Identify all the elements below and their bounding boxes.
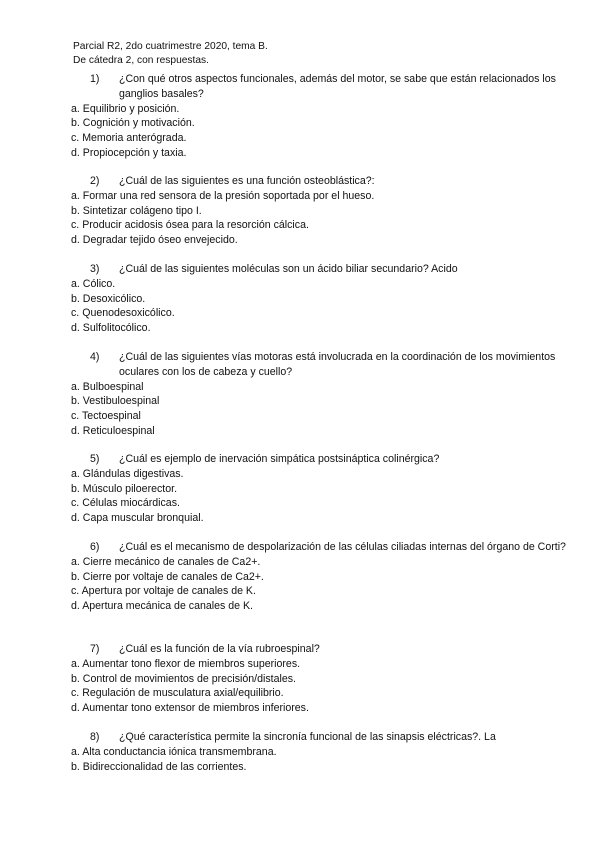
option-letter: c. — [71, 687, 80, 700]
document-header — [73, 40, 268, 67]
option-letter: a. — [71, 189, 80, 202]
option-letter: b. — [71, 117, 80, 130]
answer-option — [71, 380, 591, 395]
option-text: Cólico. — [82, 277, 116, 290]
option-letter: b. — [71, 570, 80, 583]
option-text: Cognición y motivación. — [82, 117, 195, 130]
question-text — [71, 174, 591, 189]
option-letter: d. — [71, 322, 80, 335]
answer-option — [71, 131, 591, 146]
answer-option — [71, 116, 591, 131]
question-4 — [71, 350, 591, 439]
answer-option — [71, 467, 591, 482]
option-text: Propiocepción y taxia. — [82, 146, 187, 159]
answer-option — [71, 584, 591, 599]
option-text: Control de movimientos de precisión/distales. — [82, 672, 296, 685]
question-text — [71, 350, 591, 380]
question-number: 4) — [90, 351, 100, 363]
answer-option — [71, 218, 591, 233]
question-text — [71, 452, 591, 467]
option-text: Células miocárdicas. — [82, 497, 180, 510]
question-stem: ¿Cuál es la función de la vía rubroespinal? — [119, 643, 320, 655]
option-text: Sulfolitocólico. — [82, 322, 151, 335]
answer-option — [71, 686, 591, 701]
answer-option — [71, 409, 591, 424]
option-letter: a. — [71, 657, 80, 670]
option-letter: d. — [71, 424, 80, 437]
answer-option — [71, 306, 591, 321]
option-letter: a. — [71, 380, 80, 393]
answer-option — [71, 394, 591, 409]
question-number: 3) — [90, 263, 100, 275]
question-3 — [71, 262, 591, 336]
option-text: Producir acidosis ósea para la resorción cálcica. — [82, 219, 309, 232]
question-stem: ¿Cuál de las siguientes es una función osteoblástica?: — [119, 175, 375, 187]
option-letter: d. — [71, 512, 80, 525]
option-letter: d. — [71, 146, 80, 159]
answer-option — [71, 277, 591, 292]
question-text — [71, 72, 591, 102]
option-letter: b. — [71, 204, 80, 217]
question-number: 6) — [90, 541, 100, 553]
question-2 — [71, 174, 591, 248]
answer-option — [71, 511, 591, 526]
question-stem: ¿Cuál de las siguientes vías motoras está involucrada en la coordinación de los movimientos oculares con los de cabeza y cuello? — [119, 351, 556, 378]
question-number: 1) — [90, 73, 100, 85]
question-8 — [71, 730, 591, 774]
option-text: Vestibuloespinal — [82, 395, 160, 408]
question-1 — [71, 72, 591, 161]
option-text: Equilibrio y posición. — [82, 102, 180, 115]
answer-option — [71, 233, 591, 248]
answer-option — [71, 321, 591, 336]
answer-option — [71, 555, 591, 570]
option-letter: a. — [71, 102, 80, 115]
option-text: Tectoespinal — [82, 410, 141, 423]
answer-option — [71, 146, 591, 161]
question-stem: ¿Con qué otros aspectos funcionales, además del motor, se sabe que están relacionados los ganglios basales? — [119, 73, 556, 100]
answer-option — [71, 292, 591, 307]
header-title: Parcial R2, 2do cuatrimestre 2020, tema B. — [73, 41, 268, 52]
option-text: Bidireccionalidad de las corrientes. — [82, 760, 247, 773]
question-7 — [71, 642, 591, 716]
option-text: Regulación de musculatura axial/equilibrio. — [82, 687, 284, 700]
question-stem: ¿Qué característica permite la sincronía funcional de las sinapsis eléctricas?. La — [119, 731, 496, 743]
option-text: Degradar tejido óseo envejecido. — [82, 234, 238, 247]
option-text: Sintetizar colágeno tipo I. — [82, 204, 202, 217]
option-letter: a. — [71, 467, 80, 480]
option-text: Cierre mecánico de canales de Ca2+. — [82, 555, 261, 568]
option-text: Reticuloespinal — [82, 424, 155, 437]
option-letter: d. — [71, 234, 80, 247]
option-text: Memoria anterógrada. — [82, 132, 187, 145]
option-text: Aumentar tono flexor de miembros superiores. — [82, 657, 301, 670]
option-text: Aumentar tono extensor de miembros inferiores. — [82, 702, 309, 715]
answer-option — [71, 599, 591, 614]
option-letter: c. — [71, 219, 80, 232]
answer-option — [71, 482, 591, 497]
option-letter: d. — [71, 600, 80, 613]
answer-option — [71, 102, 591, 117]
option-letter: a. — [71, 555, 80, 568]
question-number: 7) — [90, 643, 100, 655]
option-letter: b. — [71, 482, 80, 495]
question-stem: ¿Cuál es el mecanismo de despolarización de las células ciliadas internas del órgano de Corti? — [119, 541, 566, 553]
option-letter: b. — [71, 760, 80, 773]
answer-option — [71, 424, 591, 439]
question-text — [71, 262, 591, 277]
option-text: Apertura mecánica de canales de K. — [82, 600, 253, 613]
answer-option — [71, 745, 591, 760]
answer-option — [71, 496, 591, 511]
answer-option — [71, 672, 591, 687]
answer-option — [71, 701, 591, 716]
option-text: Capa muscular bronquial. — [82, 512, 204, 525]
question-text — [71, 540, 591, 555]
header-subtitle: De cátedra 2, con respuestas. — [73, 54, 209, 66]
option-letter: b. — [71, 672, 80, 685]
option-text: Quenodesoxicólico. — [82, 307, 175, 320]
option-text: Desoxicólico. — [82, 292, 146, 305]
question-text — [71, 730, 591, 745]
option-letter: c. — [71, 132, 80, 145]
question-6 — [71, 540, 591, 614]
question-stem: ¿Cuál es ejemplo de inervación simpática postsináptica colinérgica? — [119, 453, 440, 465]
question-number: 5) — [90, 453, 100, 465]
option-letter: c. — [71, 410, 80, 423]
question-number: 8) — [90, 731, 100, 743]
option-text: Glándulas digestivas. — [82, 467, 184, 480]
option-letter: a. — [71, 277, 80, 290]
option-letter: d. — [71, 702, 80, 715]
option-letter: c. — [71, 585, 80, 598]
answer-option — [71, 570, 591, 585]
option-letter: b. — [71, 292, 80, 305]
question-number: 2) — [90, 175, 100, 187]
answer-option — [71, 760, 591, 775]
option-letter: a. — [71, 745, 80, 758]
option-text: Cierre por voltaje de canales de Ca2+. — [82, 570, 264, 583]
option-text: Músculo piloerector. — [82, 482, 178, 495]
answer-option — [71, 657, 591, 672]
question-stem: ¿Cuál de las siguientes moléculas son un ácido biliar secundario? Acido — [119, 263, 458, 275]
option-letter: c. — [71, 497, 80, 510]
question-text — [71, 642, 591, 657]
option-letter: c. — [71, 307, 80, 320]
option-text: Formar una red sensora de la presión soportada por el hueso. — [82, 189, 375, 202]
option-text: Apertura por voltaje de canales de K. — [81, 585, 256, 598]
option-letter: b. — [71, 395, 80, 408]
question-5 — [71, 452, 591, 526]
option-text: Alta conductancia iónica transmembrana. — [82, 745, 277, 758]
answer-option — [71, 204, 591, 219]
answer-option — [71, 189, 591, 204]
option-text: Bulboespinal — [82, 380, 144, 393]
